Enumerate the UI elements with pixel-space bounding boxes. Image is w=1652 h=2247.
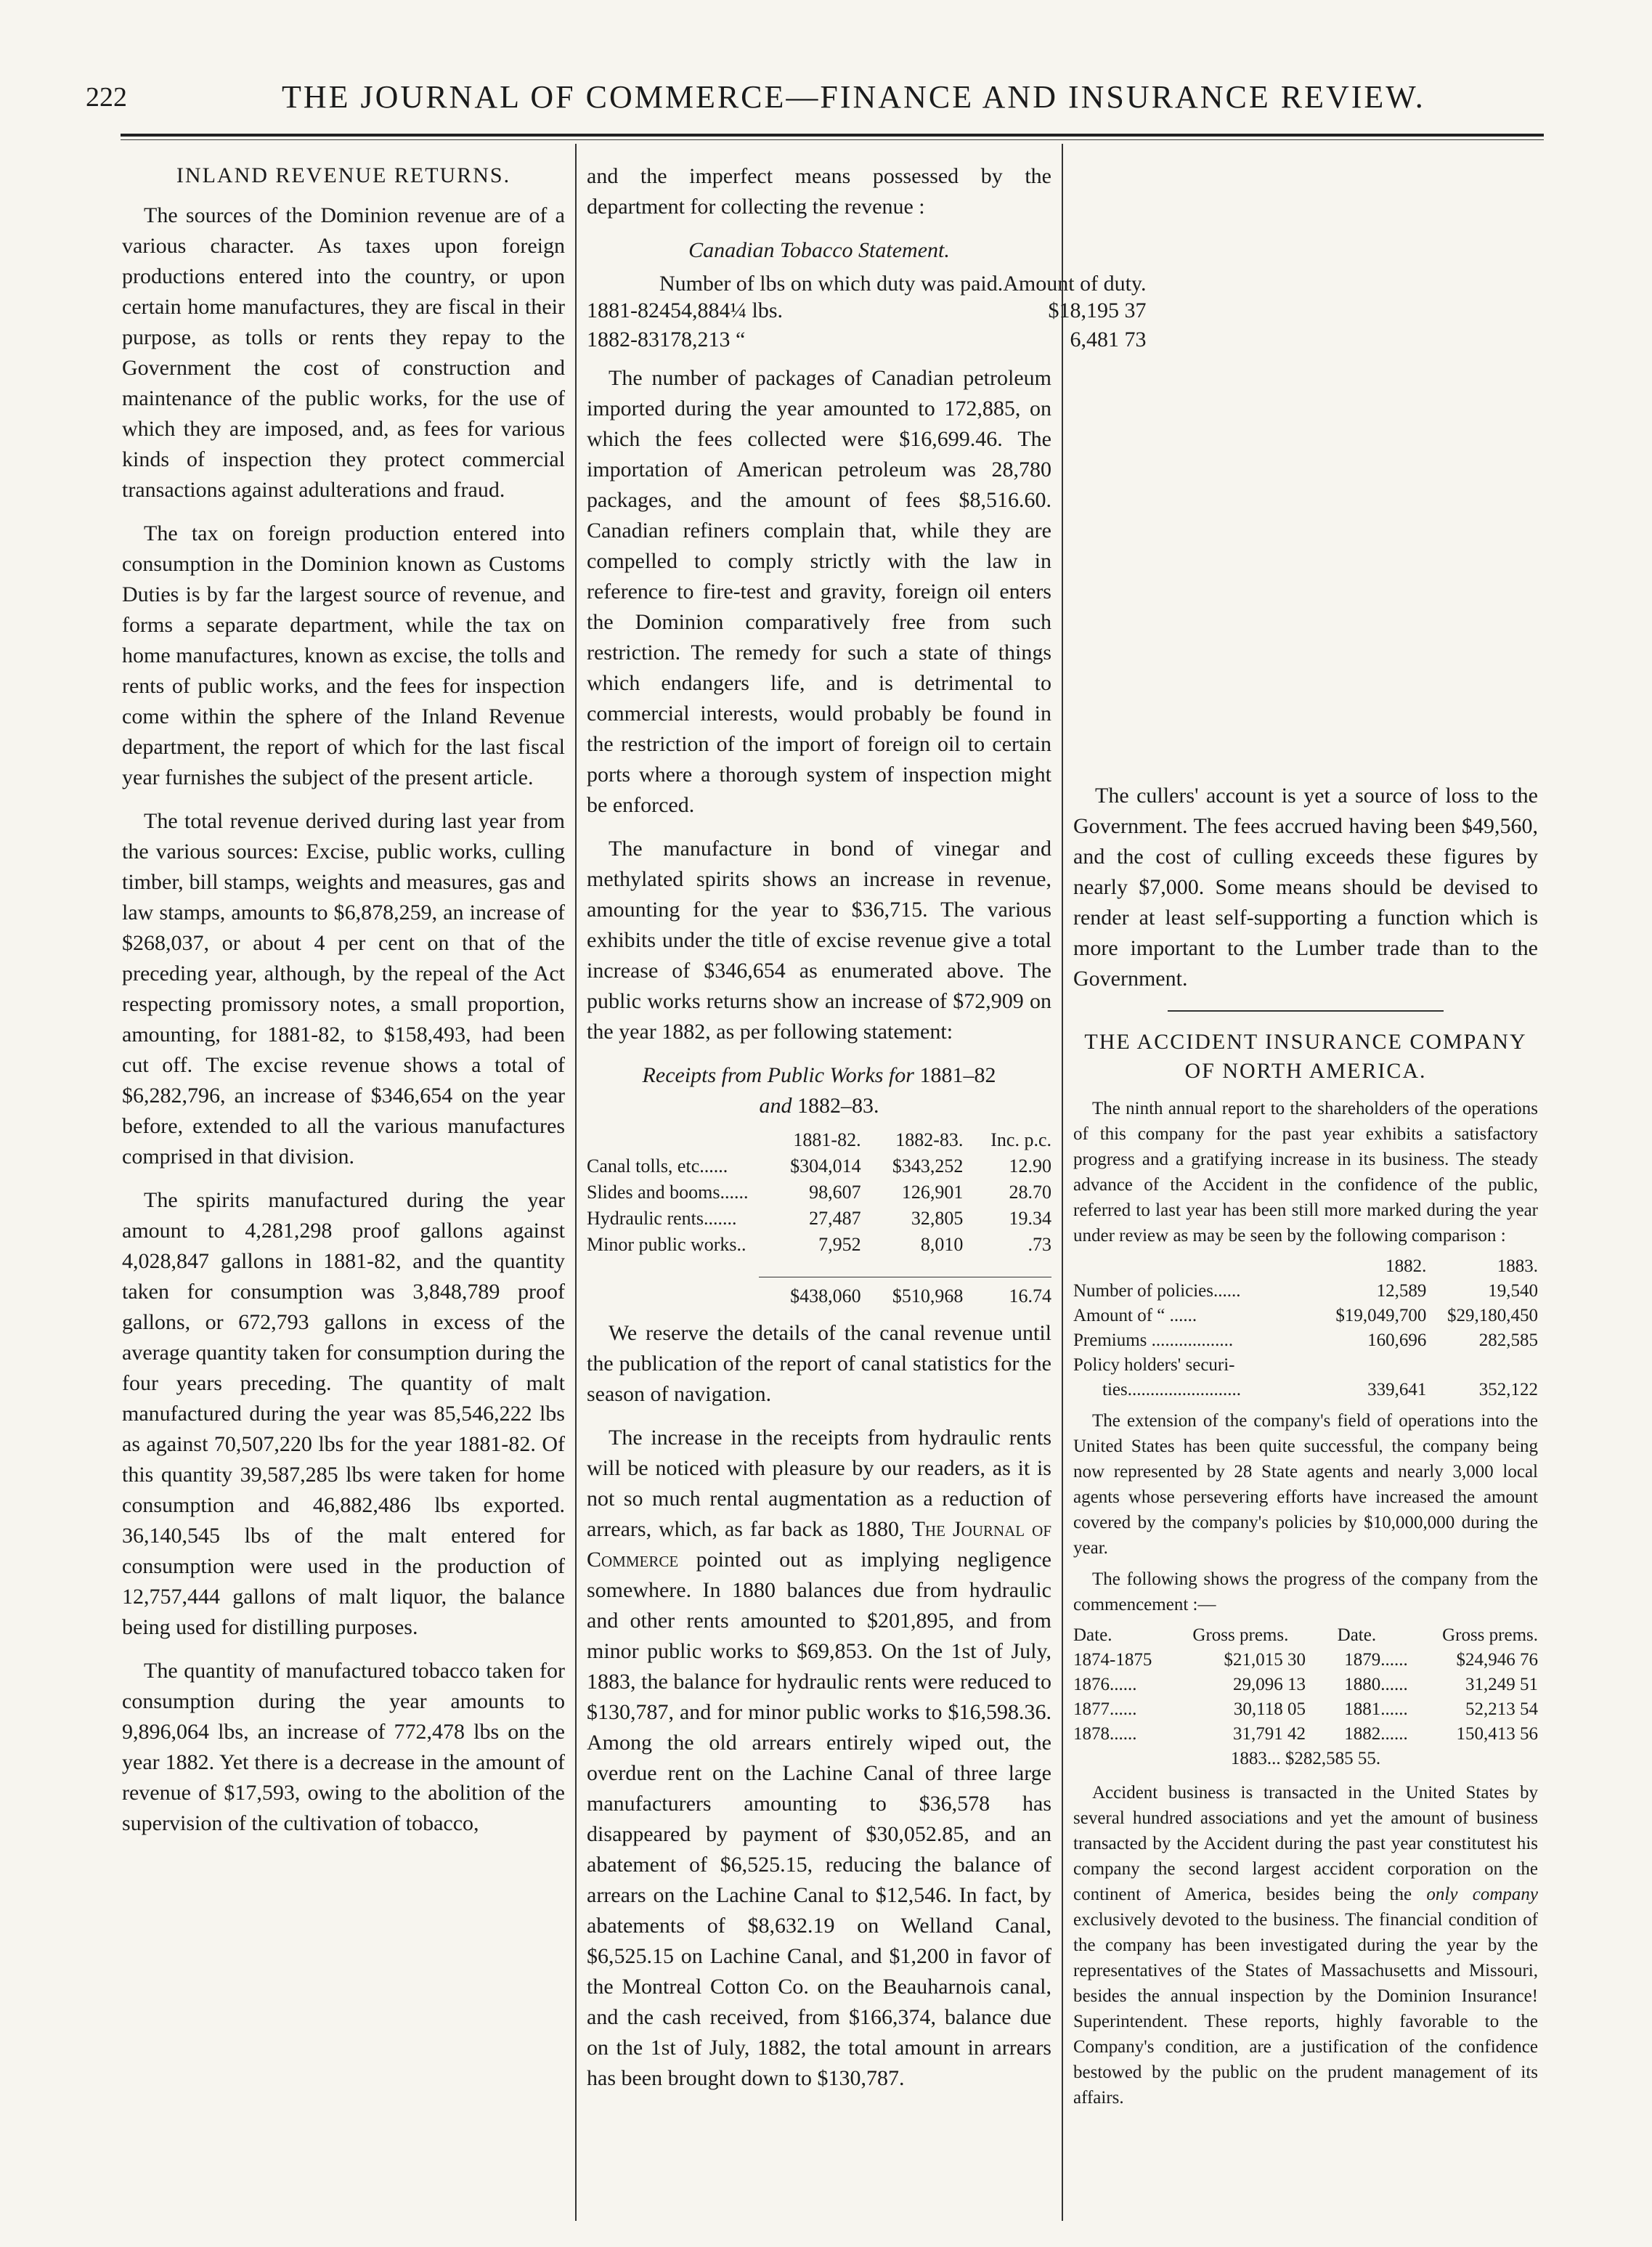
paragraph: The manufacture in bond of vinegar and methylated spirits shows an increase in revenue, amounting for the year to $36,715. The various exhibits under the title of excise revenue give a total increase of $346,654 as enumerated above. The public works returns show an increase of $72,909 on the year 1882, as per following statement: — [587, 837, 1051, 1044]
column-1 — [122, 161, 565, 1852]
row-label: Number of policies...... — [1073, 1281, 1241, 1301]
article-title: INLAND REVENUE RETURNS. — [176, 163, 511, 187]
table-row — [587, 1153, 1051, 1179]
paragraph: The quantity of manufactured tobacco taken for consumption during the year amounts to 9,896,064 lbs, an increase of 772,478 lbs on the year 1882. Yet there is a decrease in the amount of revenue of $17,593, owing to the abolition of the supervision of the cultivation of tobacco, — [122, 1659, 565, 1835]
cell: 1883... $282,585 55. — [1230, 1749, 1381, 1768]
section-separator — [1168, 1010, 1444, 1012]
cell: $21,015 30 — [1224, 1650, 1306, 1670]
cell: 31,791 42 — [1232, 1724, 1306, 1744]
public-works-table — [587, 1127, 1051, 1309]
cell: 19,540 — [1488, 1281, 1538, 1301]
cell: 32,805 — [911, 1208, 964, 1229]
comparison-table — [1073, 1254, 1538, 1402]
table-row — [587, 325, 1146, 354]
header-rule-thin — [121, 139, 1544, 140]
tobacco-year: 1882-83 — [587, 328, 659, 352]
paragraph: We reserve the details of the canal revenue until the publication of the report of canal statistics for the season of navigation. — [587, 1321, 1051, 1406]
paragraph: The number of packages of Canadian petroleum imported during the year amounted to 172,885, on which the fees collected were $16,699.46. The importation of American petroleum was 28,780 packages, and the amount of fees $8,516.60. Canadian refiners complain that, while they are compelled to comply strictly with the law in reference to fire-test and gravity, foreign oil enters the Dominion comparatively free from such restriction. The remedy for such a state of things which endangers life, and is detrimental to commercial interests, would probably be found in the restriction of the import of foreign oil to certain ports where a thorough system of inspection might be enforced. — [587, 366, 1051, 817]
column-header: Inc. p.c. — [990, 1129, 1051, 1150]
cell: 12.90 — [1009, 1155, 1051, 1177]
tobacco-lbs: 178,213 “ — [659, 328, 746, 352]
cell: 1879...... — [1344, 1650, 1408, 1670]
cell: 29,096 13 — [1232, 1675, 1306, 1694]
row-label: Minor public works.. — [587, 1234, 746, 1255]
table-row — [1073, 1673, 1538, 1697]
table-row — [587, 296, 1146, 325]
cell: 27,487 — [809, 1208, 861, 1229]
cell: 8,010 — [920, 1234, 964, 1255]
total-cell: 16.74 — [963, 1277, 1051, 1310]
page-number: 222 — [86, 82, 127, 113]
row-label: Canal tolls, etc...... — [587, 1155, 728, 1177]
table-row — [1073, 1353, 1538, 1378]
text-run: exclusively devoted to the business. The financial condition of the company has been investigated during the year by the representatives of the States of Massachusetts and Missouri, besides the annual inspection by the Dominion Insurance! Superintendent. These reports, highly favorable to the Company's condition, are a justification of the confidence bestowed by the public on the prudent management of its affairs. — [1073, 1910, 1538, 2108]
paragraph: The spirits manufactured during the year amount to 4,281,298 proof gallons against 4,028,847 gallons in 1881-82, and the quantity taken for consumption was 3,848,789 proof gallons, or 672,793 gallons in excess of the average quantity taken for consumption during the four years preceding. The quantity of malt manufactured during the year was 85,546,222 lbs as against 70,507,220 lbs for the year 1881-82. Of this quantity 39,587,285 lbs were taken for home consumption and 46,882,486 lbs exported. 36,140,545 lbs of the malt entered for consumption were used in the production of 12,757,444 gallons of malt liquor, the balance being used for distilling purposes. — [122, 1188, 565, 1639]
journal-name: The Journal of Commerce — [587, 1517, 1052, 1572]
cell: 98,607 — [809, 1182, 861, 1203]
cell — [1296, 1353, 1426, 1378]
table-row — [1073, 1648, 1538, 1673]
paragraph: The extension of the company's field of operations into the United States has been quite successful, the company being now represented by 28 State agents and nearly 3,000 local agents whose persevering efforts have increased the amount covered by the company's policies by $10,000,000 during the year. — [1073, 1411, 1538, 1558]
cell: 1877...... — [1073, 1699, 1137, 1719]
cell: 339,641 — [1367, 1380, 1427, 1399]
cell: $304,014 — [790, 1155, 861, 1177]
paragraph: The sources of the Dominion revenue are of a various character. As taxes upon foreign productions entered into the country, or upon certain home manufactures, they are fiscal in their purpose, as tolls or rents they repay to the Government the cost of construction and maintenance of the public works, for the use of which they are imposed, and, as fees for various kinds of inspection they protect commercial transactions against adulterations and fraud. — [122, 203, 565, 502]
cell: 160,696 — [1367, 1330, 1427, 1350]
paragraph: The cullers' account is yet a source of loss to the Government. The fees accrued having been $49,560, and the cost of culling exceeds these figures by nearly $7,000. Some means should be devised to render at least self-supporting a function which is more important to the Lumber trade than to the Government. — [1073, 784, 1538, 991]
text-run: Accident business is transacted in the United States by several hundred associations and yet the amount of business transacted by the Accident during the past year constitutest his company the second largest accident corporation on the continent of America, besides being the — [1073, 1783, 1538, 1904]
progress-table — [1073, 1623, 1538, 1771]
row-label: ties......................... — [1102, 1380, 1241, 1399]
cell: 52,213 54 — [1465, 1699, 1538, 1719]
cell: 28.70 — [1009, 1182, 1051, 1203]
column-divider — [1062, 144, 1063, 2221]
text-run: only company — [1426, 1885, 1538, 1904]
paragraph — [1073, 1780, 1538, 2110]
tobacco-caption: Canadian Tobacco Statement. — [688, 238, 950, 262]
column-header: 1882. — [1386, 1256, 1427, 1276]
cell: 1882...... — [1344, 1724, 1408, 1744]
table-row — [1073, 1304, 1538, 1328]
running-title: THE JOURNAL OF COMMERCE—FINANCE AND INSURANCE REVIEW. — [282, 79, 1425, 115]
table-row — [1073, 1378, 1538, 1402]
table-row — [587, 1206, 1051, 1232]
tobacco-year: 1881-82 — [587, 298, 659, 322]
column-header: Gross prems. — [1192, 1625, 1289, 1645]
cell: 19.34 — [1009, 1208, 1051, 1229]
caption-part: and — [759, 1094, 792, 1118]
column-header: 1883. — [1497, 1256, 1538, 1276]
table-row — [1073, 1697, 1538, 1722]
row-label: Policy holders' securi- — [1073, 1355, 1235, 1375]
column-header: 1882-83. — [895, 1129, 964, 1150]
cell: 1880...... — [1344, 1675, 1408, 1694]
text-run: The increase in the receipts from hydraulic rents will be noticed with pleasure by our readers, as it is not so much rental augmentation as a reduction of arrears, which, as far back as 1880, — [587, 1426, 1051, 1541]
cell: $24,946 76 — [1456, 1650, 1538, 1670]
cell: 12,589 — [1376, 1281, 1427, 1301]
column-header: Date. — [1073, 1625, 1112, 1645]
text-run: pointed out as implying negligence somewhere. In 1880 balances due from hydraulic and other rents amounted to $201,895, and from minor public works to $69,853. On the 1st of July, 1883, the balance for hydraulic rents were reduced to $130,787, and for minor public works to $16,598.36. Among the old arrears entirely wiped out, the overdue rent on the Lachine Canal of three large manufacturers amounting to $36,578 has disappeared by payment of $30,052.85, and an abatement of $6,525.15, reducing the balance of arrears on the Lachine Canal to $12,546. In fact, by abatements of $8,632.19 on Welland Canal, $6,525.15 on Lachine Canal, and $1,200 in favor of the Montreal Cotton Co. on the Beauharnois canal, and the cash received, from $166,374, balance due on the 1st of July, 1882, the total amount in arrears has been brought down to $130,787. — [587, 1548, 1052, 2090]
paragraph: The following shows the progress of the company from the commencement :— — [1073, 1569, 1538, 1614]
paragraph: The tax on foreign production entered into consumption in the Dominion known as Customs Duties is by far the largest source of revenue, and forms a separate department, while the tax on home manufactures, known as excise, the tolls and rents of public works, and the fees for inspection come within the sphere of the Inland Revenue department, the report of which for the last fiscal year furnishes the subject of the present article. — [122, 521, 565, 789]
cell: 1876...... — [1073, 1675, 1137, 1694]
cell: .73 — [1028, 1234, 1051, 1255]
table-row — [1073, 1279, 1538, 1304]
cell — [1426, 1353, 1538, 1378]
paragraph: and the imperfect means possessed by the department for collecting the revenue : — [587, 164, 1051, 219]
tobacco-head-duty: Amount of duty. — [1003, 272, 1147, 296]
tobacco-head-lbs: Number of lbs on which duty was paid. — [659, 272, 1004, 296]
column-header: Date. — [1337, 1625, 1377, 1645]
table-row — [1073, 1747, 1538, 1771]
cell: 1874-1875 — [1073, 1650, 1152, 1670]
cell: 31,249 51 — [1465, 1675, 1538, 1694]
tobacco-lbs: 454,884¼ lbs. — [659, 298, 784, 322]
total-cell: $510,968 — [861, 1277, 964, 1310]
column-header: 1881-82. — [793, 1129, 861, 1150]
table-total-row — [587, 1277, 1051, 1310]
paragraph: The total revenue derived during last year from the various sources: Excise, public works, culling timber, bill stamps, weights and measures, gas and law stamps, amounts to $6,878,259, an increase of $268,037, or about 4 per cent on that of the preceding year, although, by the repeal of the Act respecting promissory notes, a small proportion, amounting, for 1881-82, to $158,493, had been cut off. The excise revenue shows a total of $6,282,796, an increase of $346,654 on the year before, extended to all the various manufactures comprised in that division. — [122, 809, 565, 1169]
cell: 7,952 — [818, 1234, 861, 1255]
cell: 282,585 — [1478, 1330, 1538, 1350]
row-label: Hydraulic rents....... — [587, 1208, 737, 1229]
column-3-lower — [1073, 781, 1538, 2116]
paragraph: The ninth annual report to the shareholders of the operations of this company for the past year exhibits a satisfactory progress and a gratifying increase in its business. The steady advance of the Accident in the confidence of the public, referred to last year has been still more marked during the year under review as may be seen by the following comparison : — [1073, 1099, 1538, 1246]
caption-part: 1882–83. — [797, 1094, 879, 1118]
cell: $343,252 — [892, 1155, 964, 1177]
tobacco-table — [587, 272, 1146, 354]
tobacco-duty: 6,481 73 — [1070, 328, 1147, 352]
table-row — [1073, 1328, 1538, 1353]
cell: $29,180,450 — [1447, 1306, 1538, 1325]
cell: $19,049,700 — [1335, 1306, 1427, 1325]
row-label: Amount of “ ...... — [1073, 1306, 1197, 1325]
caption-part: 1881–82 — [919, 1063, 996, 1087]
cell: 1881...... — [1344, 1699, 1408, 1719]
cell: 30,118 05 — [1233, 1699, 1306, 1719]
article-title: THE ACCIDENT INSURANCE COMPANY OF NORTH AMERICA. — [1084, 1030, 1527, 1083]
cell: 150,413 56 — [1456, 1724, 1538, 1744]
table-row — [1073, 1722, 1538, 1747]
page-header — [86, 78, 1545, 122]
cell: 126,901 — [901, 1182, 964, 1203]
row-label: Slides and booms...... — [587, 1182, 749, 1203]
public-works-caption — [587, 1060, 1051, 1121]
paragraph — [587, 1423, 1051, 2094]
table-row — [587, 1232, 1051, 1258]
table-row — [587, 1179, 1051, 1206]
total-cell: $438,060 — [759, 1277, 861, 1310]
cell: 352,122 — [1478, 1380, 1538, 1399]
column-header: Gross prems. — [1442, 1625, 1538, 1645]
accident-article — [1073, 1096, 1538, 2110]
header-rule — [121, 134, 1544, 137]
row-label: Premiums .................. — [1073, 1330, 1234, 1350]
column-divider — [575, 144, 577, 2221]
tobacco-duty: $18,195 37 — [1048, 298, 1147, 322]
caption-part: Receipts from Public Works for — [642, 1063, 914, 1087]
cell: 1878...... — [1073, 1724, 1137, 1744]
